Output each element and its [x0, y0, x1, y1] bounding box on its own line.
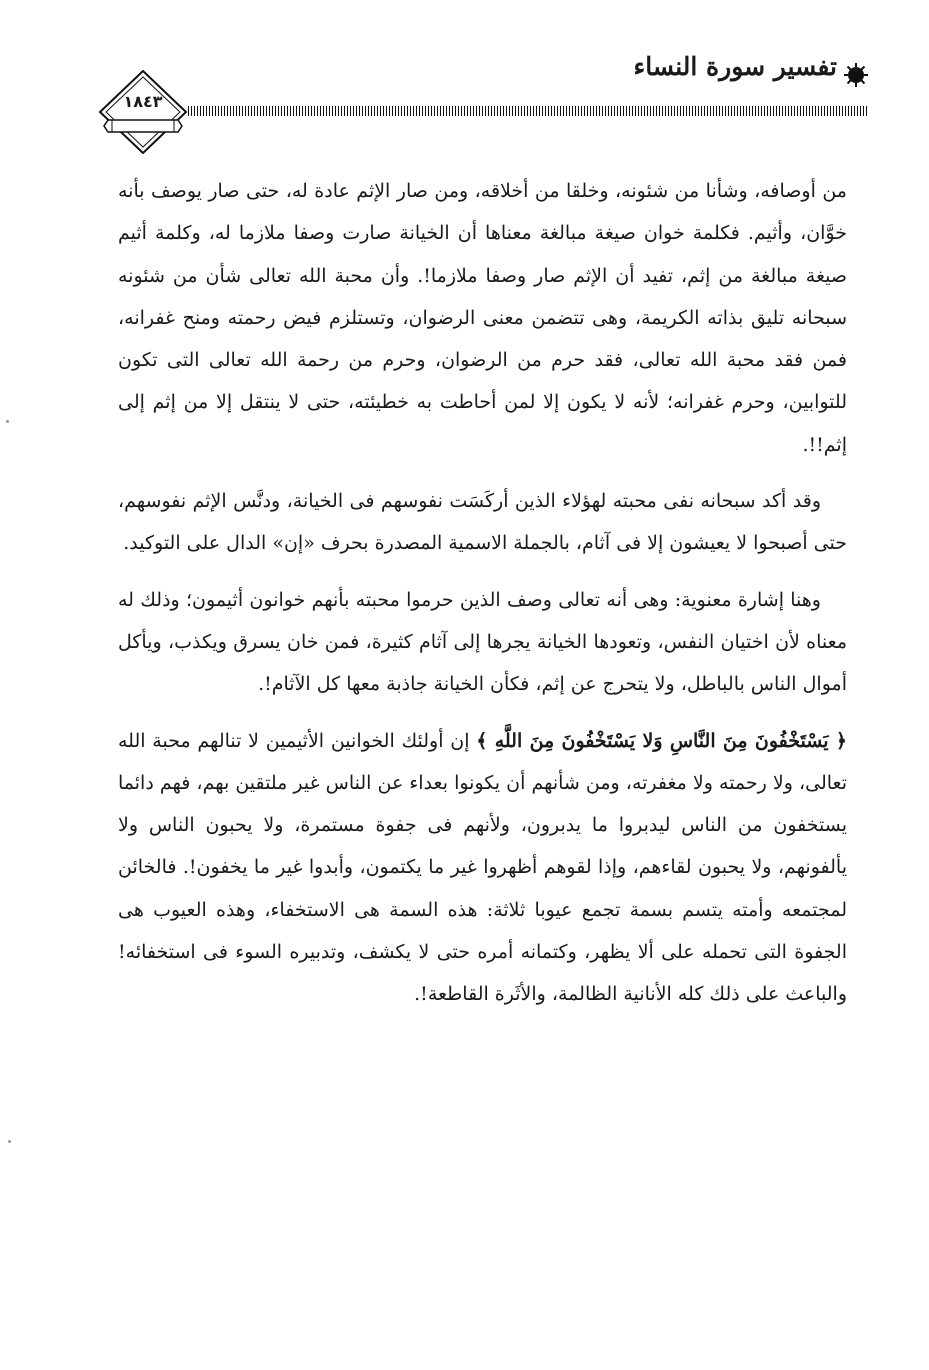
header-rule — [188, 106, 867, 116]
paragraph-4 — [118, 720, 847, 1016]
paragraph-3: وهنا إشارة معنوية: وهى أنه تعالى وصف الذين حرموا محبته بأنهم خوانون أثيمون؛ وذلك له معناه لأن اختيان النفس، وتعودها الخيانة يجرها إلى آثام كثيرة، فمن خان يسرق ويكذب، ويأكل أموال الناس بالباطل، ولا يتحرج عن إثم، فكأن الخيانة جاذبة معها كل الآثام!. — [118, 588, 847, 696]
quranic-verse: ﴿ يَسْتَخْفُونَ مِنَ النَّاسِ وَلا يَسْتَخْفُونَ مِنَ اللَّهِ ﴾ — [476, 729, 847, 752]
page-body — [118, 170, 847, 1016]
diamond-ribbon-badge-icon — [98, 70, 188, 154]
ornament-icon — [843, 62, 869, 88]
paragraph-2: وقد أكد سبحانه نفى محبته لهؤلاء الذين أركَسَت نفوسهم فى الخيانة، ودنَّس الإثم نفوسهم، حتى أصبحوا لا يعيشون إلا فى آثام، بالجملة الاسمية المصدرة بحرف «إن» الدال على التوكيد. — [118, 490, 847, 555]
running-header-title: تفسير سورة النساء — [633, 52, 837, 81]
paragraph-1: من أوصافه، وشأنا من شئونه، وخلقا من أخلاقه، ومن صار الإثم عادة له، حتى صار يوصف بأنه خوَّان، وأثيم. فكلمة خوان صيغة مبالغة معناها أن الخيانة صارت وصفا ملازما له، وكلمة أثيم صيغة مبالغة من إثم، تفيد أن الإثم صار وصفا ملازما!. وأن محبة الله تعالى شأن من شئونه سبحانه تليق بذاته الكريمة، وهى تتضمن معنى الرضوان، وتستلزم فيض رحمته ومنح غفرانه، فمن فقد محبة الله تعالى، فقد حرم من الرضوان، وحرم من رحمة الله تعالى التى تكون للتوابين، وحرم غفرانه؛ لأنه لا يكون إلا لمن أحاطت به خطيئته، حتى لا ينتقل إلا من إثم إلى إثم!!. — [118, 180, 847, 456]
scan-speck — [8, 1140, 11, 1143]
paragraph-4-text: إن أولئك الخوانين الأثيمين لا تنالهم محبة الله تعالى، ولا رحمته ولا مغفرته، ومن شأنهم أن يكونوا بعداء عن الناس غير ملتقين بهم، فهم دائما يستخفون من الناس ليدبروا ما يدبرون، ولأنهم فى جفوة مستمرة، ولا يحبون الناس ولا يألفونهم، ولا يحبون لقاءهم، وإذا لقوهم أظهروا غير ما يكتمون، وأبدوا غير ما يخفون!. فالخائن لمجتمعه وأمته يتسم بسمة تجمع عيوبا ثلاثة: هذه السمة هى الاستخفاء، وهذه العيوب هى الجفوة التى تحمله على ألا يظهر، وكتمانه أمره حتى لا يكشف، وتدبيره السوء فى استخفائه! والباعث على ذلك كله الأنانية الظالمة، والأثَرة القاطعة!. — [118, 729, 847, 1006]
page-number: ١٨٤٣ — [123, 92, 163, 111]
scan-speck — [6, 420, 9, 423]
